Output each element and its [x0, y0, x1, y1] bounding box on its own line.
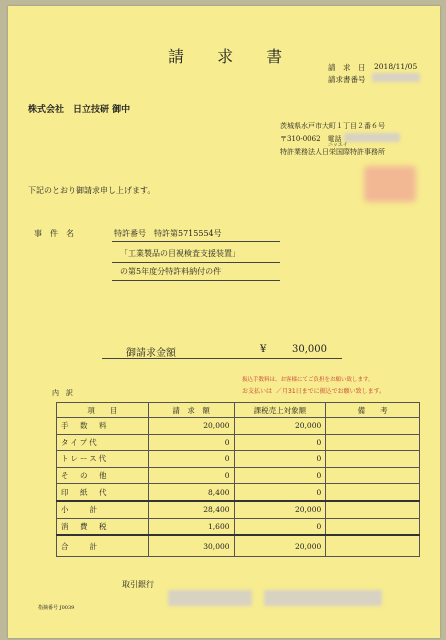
- table-row-total: [57, 535, 420, 557]
- invoice-date: 2018/11/05: [374, 62, 418, 71]
- document-title: 請 求 書: [168, 47, 297, 66]
- payment-notice-2b: ／月31日までに振込でお願い致します。: [276, 388, 386, 395]
- row-amount: 1,600: [148, 518, 234, 535]
- row-taxable: 20,000: [234, 418, 326, 435]
- amount-underline: [102, 358, 342, 359]
- row-amount: 0: [148, 451, 234, 468]
- row-note: [326, 418, 420, 435]
- row-item: 印 紙 代: [57, 484, 149, 501]
- table-row: [57, 484, 420, 501]
- breakdown-label: 内 訳: [52, 389, 73, 397]
- table-row: [57, 451, 420, 468]
- header-note: 備 考: [326, 403, 420, 418]
- row-amount: 30,000: [148, 535, 234, 557]
- row-amount: 8,400: [148, 484, 234, 501]
- row-note: [326, 518, 420, 535]
- table-header-row: [57, 403, 420, 418]
- row-item: タイプ代: [57, 434, 149, 451]
- amount-value: 30,000: [292, 344, 327, 355]
- row-note: [326, 501, 420, 518]
- matter-line-2: 「工業製品の目視検査支援装置」: [120, 249, 240, 258]
- invoice-date-label: 請 求 日: [328, 63, 366, 72]
- row-item: そ の 他: [57, 467, 149, 484]
- breakdown-table: [56, 402, 420, 557]
- row-taxable: 0: [234, 434, 326, 451]
- invoice-paper: [8, 6, 440, 638]
- issuer-address: 茨城県水戸市大町１丁目２番６号: [280, 122, 385, 130]
- matter-line-3: の第5年度分特許料納付の件: [120, 267, 222, 276]
- row-note: [326, 451, 420, 468]
- issuer-name: 特許業務法人日栄国際特許事務所: [280, 148, 385, 156]
- row-amount: 0: [148, 467, 234, 484]
- row-item: 消 費 税: [57, 518, 149, 535]
- matter-line-1: 特許番号 特許第5715554号: [114, 229, 222, 238]
- row-amount: 20,000: [148, 418, 234, 435]
- table-row: [57, 434, 420, 451]
- row-amount: 28,400: [148, 501, 234, 518]
- row-item: 手 数 料: [57, 418, 149, 435]
- amount-label: 御請求金額: [126, 348, 176, 359]
- issuer-ruby: ニッエイ: [328, 142, 348, 148]
- row-taxable: 0: [234, 451, 326, 468]
- header-amount: 請 求 額: [148, 403, 234, 418]
- row-note: [326, 434, 420, 451]
- redacted-bank-name: [168, 590, 252, 606]
- bank-label: 取引銀行: [122, 580, 154, 589]
- greeting-text: 下記のとおり御請求申し上げます。: [28, 186, 156, 195]
- row-taxable: 20,000: [234, 501, 326, 518]
- row-taxable: 0: [234, 467, 326, 484]
- header-item: 項 目: [57, 403, 149, 418]
- row-taxable: 0: [234, 518, 326, 535]
- row-note: [326, 535, 420, 557]
- seal-stamp: [364, 166, 416, 202]
- row-item: 小 計: [57, 501, 149, 518]
- row-taxable: 20,000: [234, 535, 326, 557]
- matter-label: 事 件 名: [34, 229, 74, 238]
- row-item: トレース代: [57, 451, 149, 468]
- row-amount: 0: [148, 434, 234, 451]
- redacted-bank-account: [264, 590, 382, 606]
- row-note: [326, 484, 420, 501]
- row-taxable: 0: [234, 484, 326, 501]
- payment-notice-1: 振込手数料は、お客様にてご負担をお願い致します。: [242, 377, 374, 383]
- matter-underline-1: [112, 241, 280, 242]
- issuer-zip-phone: 〒310-0062 電話: [280, 135, 342, 143]
- table-row-tax: [57, 518, 420, 535]
- recipient-name: 株式会社 日立技研 御中: [28, 105, 131, 115]
- redacted-phone: [344, 133, 400, 142]
- matter-underline-2: [112, 262, 280, 263]
- invoice-number-label: 請求書番号: [328, 75, 366, 84]
- table-row: [57, 418, 420, 435]
- matter-underline-3: [112, 280, 280, 281]
- row-item: 合 計: [57, 535, 149, 557]
- table-row-subtotal: [57, 501, 420, 518]
- footer-code: 指摘番号 J0039: [38, 605, 75, 611]
- payment-notice-2a: お支払いは: [242, 388, 273, 395]
- table-row: [57, 467, 420, 484]
- redacted-invoice-number: [372, 73, 420, 82]
- row-note: [326, 467, 420, 484]
- amount-currency: ¥: [260, 344, 267, 355]
- header-taxable: 課税売上対象額: [234, 403, 326, 418]
